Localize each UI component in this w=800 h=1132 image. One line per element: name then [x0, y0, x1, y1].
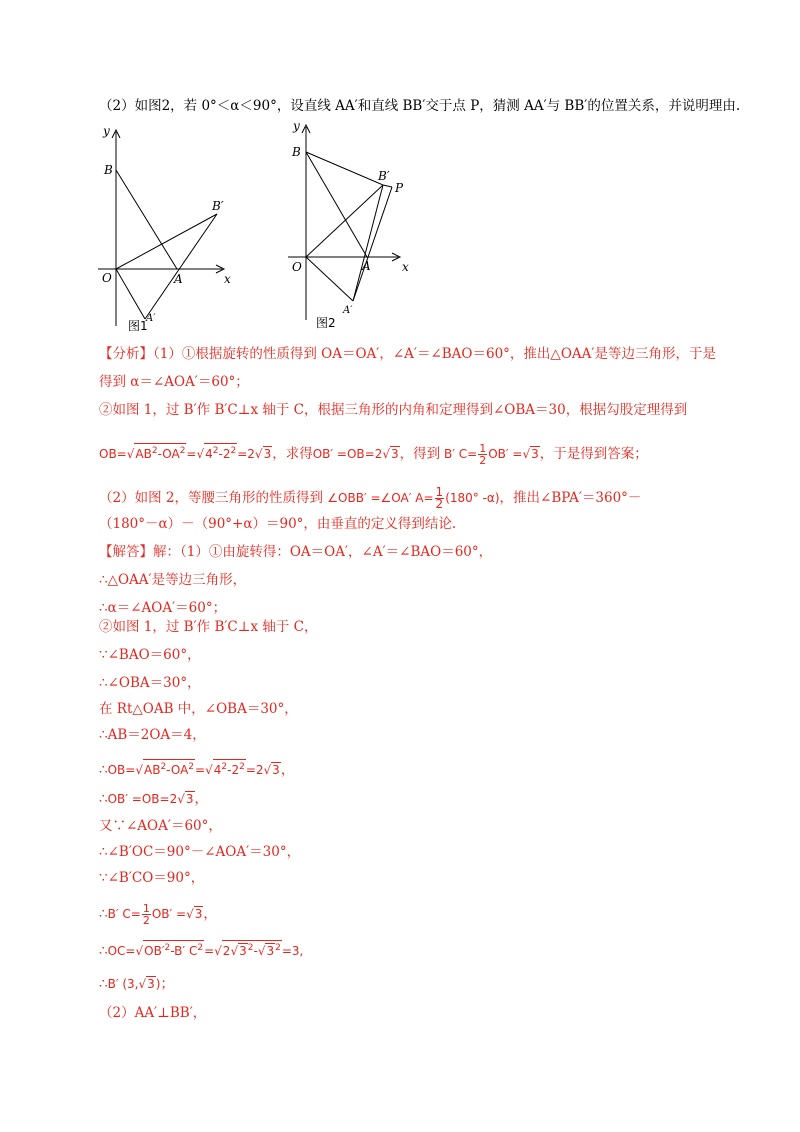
radical-1: √ [126, 447, 135, 461]
ab: AB [135, 447, 152, 461]
analysis-formula-line [99, 443, 648, 466]
s-oc-eq: OC= [107, 944, 136, 958]
analysis-line-1: 【分析】（1）①根据旋转的性质得到 OA＝OA′，∠A′＝∠BAO＝60°，推出△OAA′是等边三角形，于是 [99, 346, 716, 362]
fig2-B-label: B [292, 145, 301, 159]
analysis-line-2: 得到 α＝∠AOA′＝60°； [99, 374, 249, 390]
bpc-eq: B′ C= [443, 447, 478, 461]
s-ab: AB [143, 763, 161, 777]
analysis-2-tail: ，推出∠BPA′＝360°－ [499, 490, 642, 506]
solution-line-3: ∴α＝∠AOA′＝60°； [99, 600, 227, 616]
solution-line-6: ∴∠OBA＝30°， [99, 675, 201, 691]
s-eq-3-result: =3, [281, 944, 304, 958]
half-2-den: 2 [435, 497, 444, 511]
sq-4: 2 [230, 446, 237, 456]
obp: OB′ = [488, 447, 523, 461]
s-radicand-10: 3 [147, 977, 155, 991]
therefore-2: ∴ [99, 791, 108, 807]
s-radical-8: √ [230, 944, 239, 958]
s-radical-7: √ [214, 944, 222, 958]
s-radical-6: √ [135, 944, 144, 958]
s-eq-1: = [195, 763, 206, 777]
s-bpc-eq: B′ C= [107, 907, 141, 921]
fig2-A-label: A [362, 259, 371, 273]
s-four: 4 [213, 763, 222, 777]
s-radicand-3: 3 [272, 763, 280, 777]
s-radicand-8: 3 [239, 944, 247, 958]
question-text [99, 97, 740, 115]
s-radical-9: √ [257, 944, 266, 958]
solution-line-10 [99, 790, 208, 808]
s-radical-5: √ [186, 907, 194, 921]
analysis-line-7: （180°－α）－（90°+α）＝90°，由垂直的定义得到结论. [99, 516, 457, 532]
solution-line-13: ∵∠B′CO＝90°， [99, 870, 205, 886]
solution-line-5: ∵∠BAO＝60°， [99, 647, 201, 663]
solution-line-9 [99, 759, 294, 779]
solution-line-2: ∴△OAA′是等边三角形， [99, 572, 247, 588]
analysis-line-3: ②如图 1，过 B′作 B′C⊥x 轴于 C，根据三角形的内角和定理得到∠OBA＝30，根据勾股定理得到 [99, 402, 688, 418]
fig2-P-label: P [395, 181, 404, 195]
dedao: ，得到 [399, 446, 441, 462]
figure-1 [90, 118, 250, 338]
fig1-x-label: x [224, 272, 231, 286]
s-eq-2: =2 [245, 763, 264, 777]
qiude: ，求得 [272, 446, 313, 462]
s-paren-close: ) [155, 977, 161, 991]
radicand-5: 3 [531, 447, 539, 461]
therefore-5: ∴ [99, 976, 108, 992]
fig1-Bp-label: B′ [212, 199, 224, 213]
s-semicolon: ； [160, 976, 174, 992]
figure-2-diagram [280, 115, 420, 335]
fig2-O-label: O [292, 260, 302, 274]
s-sq-5: 2 [164, 943, 171, 953]
s-sq-6: 2 [197, 943, 204, 953]
analysis-2-lead: （2）如图 2，等腰三角形的性质得到 [99, 490, 323, 506]
s-two: 2 [222, 944, 231, 958]
solution-line-8: ∴AB＝2OA＝4， [99, 727, 206, 743]
eq-1: = [186, 447, 197, 461]
solution-line-11: 又∵∠AOA′＝60°， [99, 818, 222, 834]
radicand-4: 3 [391, 447, 399, 461]
oa: -OA [157, 447, 180, 461]
solution-line-15 [99, 940, 303, 960]
s-eq-3: = [204, 944, 215, 958]
s-sq-7: 2 [247, 943, 254, 953]
radicand-2 [204, 443, 237, 461]
solution-line-17: （2）AA′⊥BB′， [99, 1005, 207, 1021]
s-sq-3: 2 [221, 762, 228, 772]
therefore-3: ∴ [99, 906, 108, 922]
four: 4 [205, 447, 213, 461]
s-obp: OB′ = [151, 907, 187, 921]
half-1-den: 2 [479, 454, 487, 467]
s-sq-4: 2 [239, 762, 245, 772]
fig1-A-label: A [174, 272, 183, 286]
yushi: ，于是得到答案； [539, 446, 648, 462]
solution-line-12: ∴∠B′OC＝90°－∠AOA′＝30°， [99, 844, 301, 860]
radical-4: √ [382, 447, 391, 461]
radicand-1 [134, 443, 186, 461]
fig1-y-label: y [103, 124, 110, 138]
s-oa: -OA [166, 763, 189, 777]
sq-2: 2 [179, 446, 186, 456]
s-half [142, 903, 151, 926]
radical-2: √ [196, 447, 205, 461]
half-1 [478, 443, 487, 466]
obp-eq: OB′ =OB=2 [312, 447, 383, 461]
s-minus: - [253, 944, 258, 958]
s-sq-1: 2 [160, 762, 167, 772]
s-radicand-7 [222, 940, 282, 958]
therefore-1: ∴ [99, 762, 108, 778]
fig1-caption: 图1 [128, 319, 148, 333]
therefore-4: ∴ [99, 943, 108, 959]
fig2-Bp-label: B′ [378, 169, 390, 183]
s-obp2: OB′ [144, 944, 165, 958]
s-minus-two: -2 [227, 763, 240, 777]
figure-2 [280, 115, 420, 335]
solution-line-16 [99, 975, 174, 993]
solution-line-14 [99, 903, 217, 926]
solution-line-4: ②如图 1，过 B′作 B′C⊥x 轴于 C， [99, 619, 318, 635]
fig2-y-label: y [293, 119, 300, 133]
solution-line-1: 【解答】解：（1）①由旋转得：OA＝OA′，∠A′＝∠BAO＝60°， [99, 544, 493, 560]
s-sq-2: 2 [188, 762, 195, 772]
s-comma-3: ， [203, 906, 217, 922]
analysis-line-6 [99, 487, 641, 510]
half-2 [435, 487, 445, 510]
figure-1-diagram [90, 118, 250, 338]
s-radicand-2 [213, 759, 246, 777]
s-radicand-6 [143, 940, 204, 958]
fig2-x-label: x [402, 260, 409, 274]
half-1-num: 1 [479, 442, 487, 455]
radicand-3: 3 [263, 447, 272, 461]
s-half-den: 2 [142, 914, 150, 927]
half-2-num: 1 [435, 485, 444, 499]
s-radicand-9: 3 [266, 944, 275, 958]
sq-3: 2 [212, 446, 219, 456]
angle-eq: ∠OBB′ =∠OA′ A= [327, 491, 434, 505]
s-bpc: -B′ C [170, 944, 198, 958]
fig1-O-label: O [102, 271, 112, 285]
s-radical-3: √ [263, 763, 272, 777]
s-bp-coord: B′ (3, [107, 977, 139, 991]
s-obp-eq: OB′ =OB=2 [107, 792, 178, 806]
fig2-Ap-label: A′ [343, 305, 353, 316]
s-radicand-5: 3 [194, 907, 203, 921]
sq-1: 2 [151, 446, 158, 456]
s-radicand-1 [143, 759, 195, 777]
analysis-ob-eq: OB= [99, 447, 127, 461]
s-sq-8: 2 [275, 943, 281, 953]
eq-2: =2 [237, 447, 255, 461]
s-radical-1: √ [135, 763, 143, 777]
s-radical-4: √ [177, 792, 185, 806]
s-comma-2: ， [194, 791, 209, 807]
fig1-B-label: B [104, 163, 113, 177]
minus-two: -2 [218, 447, 231, 461]
angle-expr: (180° -α) [445, 491, 500, 505]
s-radicand-4: 3 [185, 792, 194, 806]
solution-line-7: 在 Rt△OAB 中，∠OBA＝30°， [99, 701, 298, 717]
s-half-num: 1 [142, 902, 150, 915]
s-comma-1: ， [280, 762, 295, 778]
s-radical-10: √ [138, 977, 147, 991]
fig1-Ap-label: A′ [146, 313, 156, 324]
s-ob-eq: OB= [107, 763, 136, 777]
radical-3: √ [254, 447, 263, 461]
radical-5: √ [522, 447, 531, 461]
fig2-caption: 图2 [316, 316, 336, 330]
s-radical-2: √ [205, 763, 213, 777]
question-text-content: （2）如图2，若 0°＜α＜90°，设直线 AA′和直线 BB′交于点 P，猜测 AA′与 BB′的位置关系，并说明理由. [99, 98, 741, 114]
